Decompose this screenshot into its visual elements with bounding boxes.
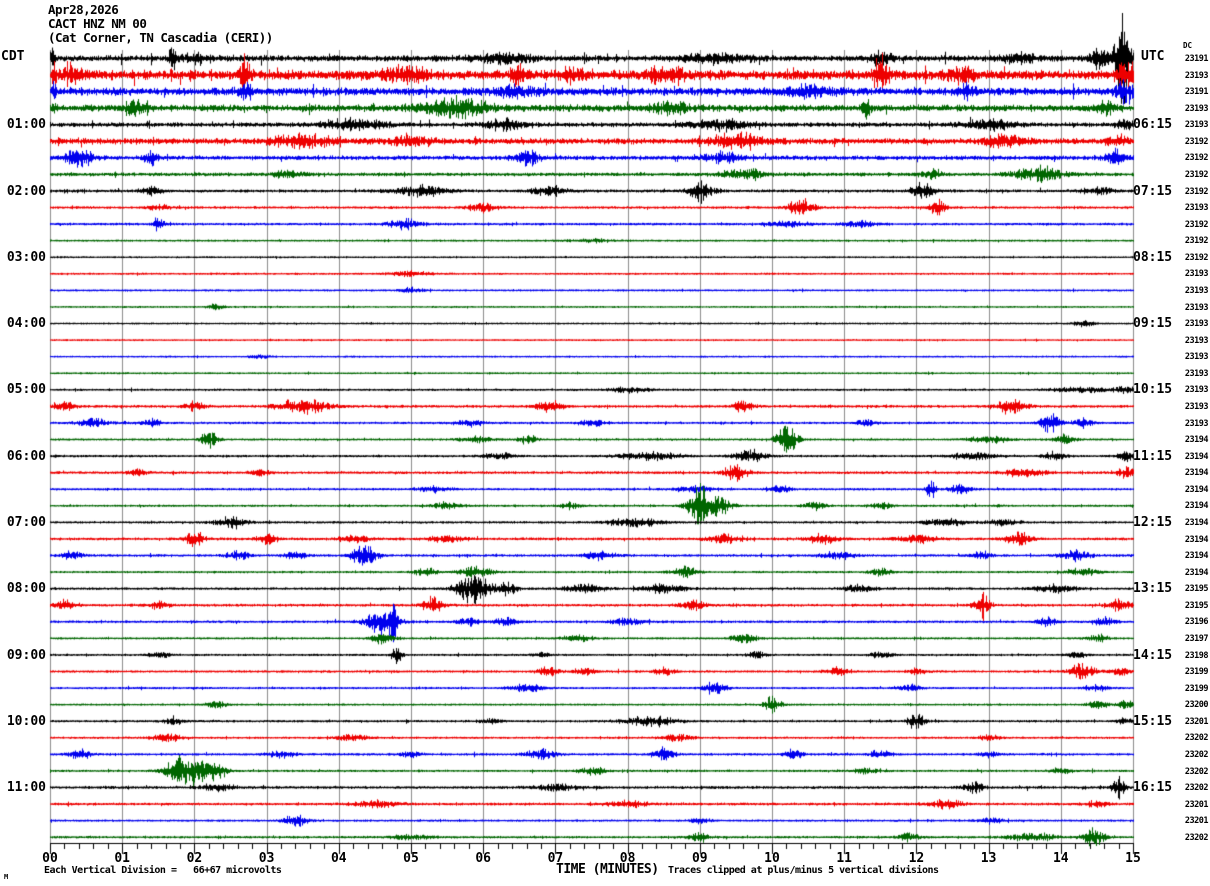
header-station-code: CACT HNZ NM 00 bbox=[48, 16, 147, 31]
dc-offset-value: 23192 bbox=[1184, 136, 1208, 147]
dc-offset-value: 23194 bbox=[1184, 567, 1208, 578]
x-tick-label: 09 bbox=[691, 851, 708, 866]
dc-column-header: DC bbox=[1183, 41, 1193, 50]
left-time-label: 11:00 bbox=[6, 780, 46, 796]
x-tick-label: 04 bbox=[330, 851, 347, 866]
dc-offset-value: 23194 bbox=[1184, 501, 1208, 512]
left-time-label: 07:00 bbox=[6, 514, 46, 530]
dc-offset-value: 23192 bbox=[1184, 252, 1208, 263]
left-time-label: 06:00 bbox=[6, 448, 46, 464]
right-time-label: 11:15 bbox=[1133, 448, 1173, 464]
dc-offset-value: 23194 bbox=[1184, 534, 1208, 545]
dc-offset-value: 23194 bbox=[1184, 517, 1208, 528]
x-tick-label: 01 bbox=[114, 851, 131, 866]
x-tick-label: 06 bbox=[475, 851, 492, 866]
dc-offset-value: 23195 bbox=[1184, 584, 1208, 595]
dc-offset-value: 23192 bbox=[1184, 186, 1208, 197]
dc-offset-value: 23193 bbox=[1184, 418, 1208, 429]
x-tick-label: 11 bbox=[836, 851, 853, 866]
left-time-label: 05:00 bbox=[6, 382, 46, 398]
right-time-label: 06:15 bbox=[1133, 117, 1173, 133]
right-time-label: 16:15 bbox=[1133, 780, 1173, 796]
right-time-label: 07:15 bbox=[1133, 183, 1173, 199]
dc-offset-value: 23193 bbox=[1184, 401, 1208, 412]
dc-offset-value: 23193 bbox=[1184, 120, 1208, 131]
dc-offset-value: 23202 bbox=[1184, 783, 1208, 794]
vertical-scale-note: Each Vertical Division = 66+67 microvolts bbox=[44, 865, 282, 876]
x-tick-label: 03 bbox=[258, 851, 275, 866]
right-time-label: 12:15 bbox=[1133, 514, 1173, 530]
left-time-label: 04:00 bbox=[6, 316, 46, 332]
dc-offset-value: 23200 bbox=[1184, 700, 1208, 711]
clip-note: Traces clipped at plus/minus 5 vertical divisions bbox=[668, 865, 939, 876]
right-time-label: 08:15 bbox=[1133, 249, 1173, 265]
corner-mark: M bbox=[4, 873, 9, 881]
dc-offset-value: 23201 bbox=[1184, 799, 1208, 810]
dc-offset-value: 23191 bbox=[1184, 87, 1208, 98]
left-time-label: 10:00 bbox=[6, 713, 46, 729]
x-tick-label: 14 bbox=[1052, 851, 1069, 866]
x-axis-title: TIME (MINUTES) bbox=[556, 862, 659, 877]
dc-offset-value: 23194 bbox=[1184, 484, 1208, 495]
dc-offset-value: 23192 bbox=[1184, 236, 1208, 247]
dc-offset-value: 23192 bbox=[1184, 153, 1208, 164]
header-station-location: (Cat Corner, TN Cascadia (CERI)) bbox=[48, 30, 273, 45]
dc-offset-value: 23199 bbox=[1184, 667, 1208, 678]
dc-offset-value: 23202 bbox=[1184, 733, 1208, 744]
dc-offset-value: 23197 bbox=[1184, 633, 1208, 644]
right-time-label: 15:15 bbox=[1133, 713, 1173, 729]
dc-offset-value: 23193 bbox=[1184, 269, 1208, 280]
x-tick-label: 15 bbox=[1125, 851, 1141, 866]
x-tick-label: 05 bbox=[403, 851, 419, 866]
dc-offset-value: 23201 bbox=[1184, 716, 1208, 727]
x-tick-label: 00 bbox=[42, 851, 58, 866]
dc-offset-value: 23193 bbox=[1184, 319, 1208, 330]
dc-offset-value: 23192 bbox=[1184, 219, 1208, 230]
dc-offset-value: 23193 bbox=[1184, 368, 1208, 379]
right-time-label: 10:15 bbox=[1133, 382, 1173, 398]
dc-offset-value: 23194 bbox=[1184, 435, 1208, 446]
header-date: Apr28,2026 bbox=[48, 2, 119, 17]
x-tick-label: 08 bbox=[619, 851, 636, 866]
dc-offset-value: 23199 bbox=[1184, 683, 1208, 694]
left-timezone-label: CDT bbox=[1, 49, 25, 64]
dc-offset-value: 23202 bbox=[1184, 766, 1208, 777]
left-time-label: 09:00 bbox=[6, 647, 46, 663]
dc-offset-value: 23193 bbox=[1184, 203, 1208, 214]
dc-offset-value: 23193 bbox=[1184, 70, 1208, 81]
dc-offset-value: 23193 bbox=[1184, 385, 1208, 396]
x-tick-label: 13 bbox=[980, 851, 997, 866]
dc-offset-value: 23202 bbox=[1184, 749, 1208, 760]
left-time-label: 03:00 bbox=[6, 249, 46, 265]
dc-offset-value: 23191 bbox=[1184, 54, 1208, 64]
dc-offset-value: 23202 bbox=[1184, 832, 1208, 843]
left-time-label: 08:00 bbox=[6, 581, 46, 597]
dc-offset-value: 23201 bbox=[1184, 816, 1208, 827]
dc-offset-value: 23198 bbox=[1184, 650, 1208, 661]
x-tick-label: 07 bbox=[547, 851, 564, 866]
right-time-label: 13:15 bbox=[1133, 581, 1173, 597]
right-time-label: 09:15 bbox=[1133, 316, 1173, 332]
dc-offset-value: 23193 bbox=[1184, 285, 1208, 296]
right-timezone-label: UTC bbox=[1141, 49, 1165, 64]
dc-offset-value: 23192 bbox=[1184, 169, 1208, 180]
x-tick-label: 12 bbox=[908, 851, 925, 866]
left-time-label: 01:00 bbox=[6, 117, 46, 133]
x-tick-label: 02 bbox=[186, 851, 203, 866]
dc-offset-value: 23193 bbox=[1184, 302, 1208, 313]
dc-offset-value: 23193 bbox=[1184, 335, 1208, 346]
dc-offset-value: 23193 bbox=[1184, 352, 1208, 363]
dc-offset-value: 23194 bbox=[1184, 468, 1208, 479]
x-tick-label: 10 bbox=[764, 851, 780, 866]
dc-offset-value: 23194 bbox=[1184, 551, 1208, 562]
dc-offset-value: 23196 bbox=[1184, 617, 1208, 628]
left-time-label: 02:00 bbox=[6, 183, 46, 199]
dc-offset-value: 23194 bbox=[1184, 451, 1208, 462]
dc-offset-value: 23193 bbox=[1184, 103, 1208, 114]
right-time-label: 14:15 bbox=[1133, 647, 1173, 663]
dc-offset-value: 23195 bbox=[1184, 600, 1208, 611]
